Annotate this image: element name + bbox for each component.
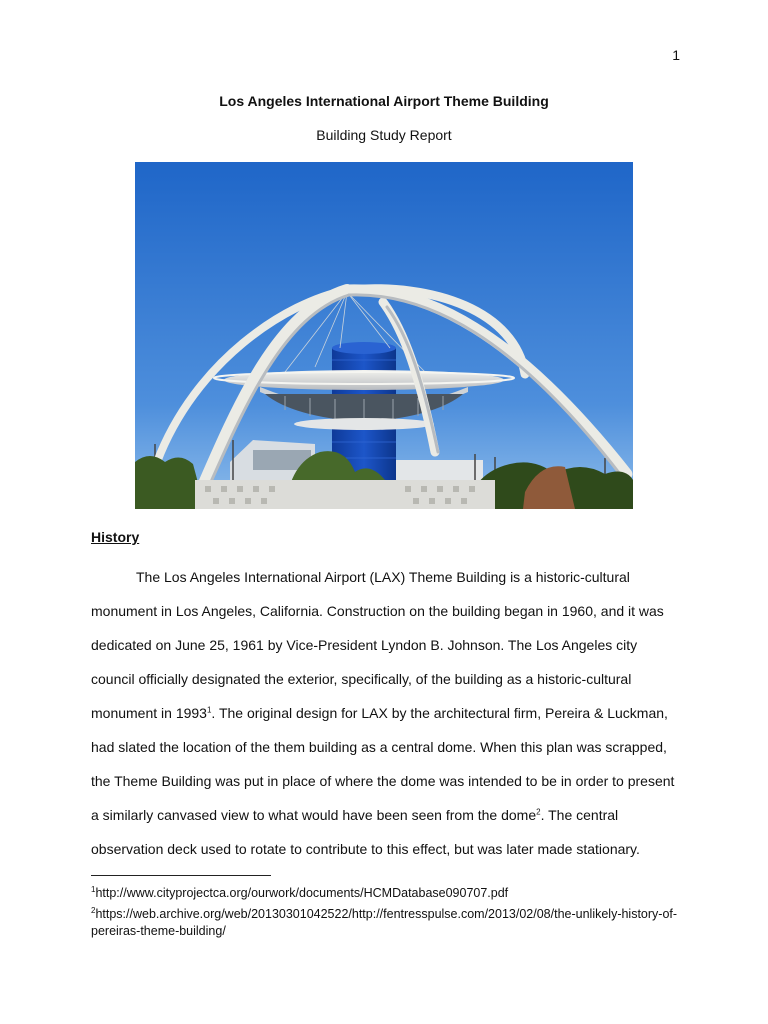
document-subtitle: Building Study Report: [316, 127, 452, 143]
footnote-1: [91, 881, 691, 902]
footnote-marker: 1: [91, 885, 96, 894]
footnote-link[interactable]: https://web.archive.org/web/20130301042522/http://fentresspulse.com/2013/02/08/the-unlikely-history-of-pereiras-theme-building/: [91, 907, 678, 939]
footnote-ref-2: 2: [536, 807, 541, 817]
footnotes: [91, 881, 691, 940]
foreground-wall: [195, 480, 495, 509]
history-heading: History: [91, 529, 140, 545]
history-text-part-2: . The original design for LAX by the architectural firm, Pereira & Luckman, had slated the location of the them building as a central dome. When this plan was scrapped, the Theme Building was put in place of where the dome was intended to be in order to present a similarly canvased view to what would have been seen from the dome: [91, 705, 675, 823]
history-paragraph: [91, 560, 683, 866]
page-number: 1: [672, 47, 680, 63]
footnote-link[interactable]: http://www.cityprojectca.org/ourwork/documents/HCMDatabase090707.pdf: [95, 886, 509, 901]
footnote-ref-1: 1: [206, 705, 212, 715]
footnote-marker: 2: [91, 906, 96, 916]
document-title: Los Angeles International Airport Theme Building: [219, 93, 549, 109]
footnote-separator: [91, 875, 271, 876]
theme-building-photo: [135, 162, 633, 509]
history-text-part-1: The Los Angeles International Airport (LAX) Theme Building is a historic-cultural monument in Los Angeles, California. Construction on the building began in 1960, and it was dedicated on June 25, 1961 by Vice-President Lyndon B. Johnson. The Los Angeles city council officially designated the exterior, specifically, of the building as a historic-cultural monument in 1993: [91, 569, 664, 721]
history-text-part-3: . The central observation deck used to rotate to contribute to this effect, but was later made stationary.: [91, 807, 640, 857]
footnote-2: [91, 902, 691, 940]
